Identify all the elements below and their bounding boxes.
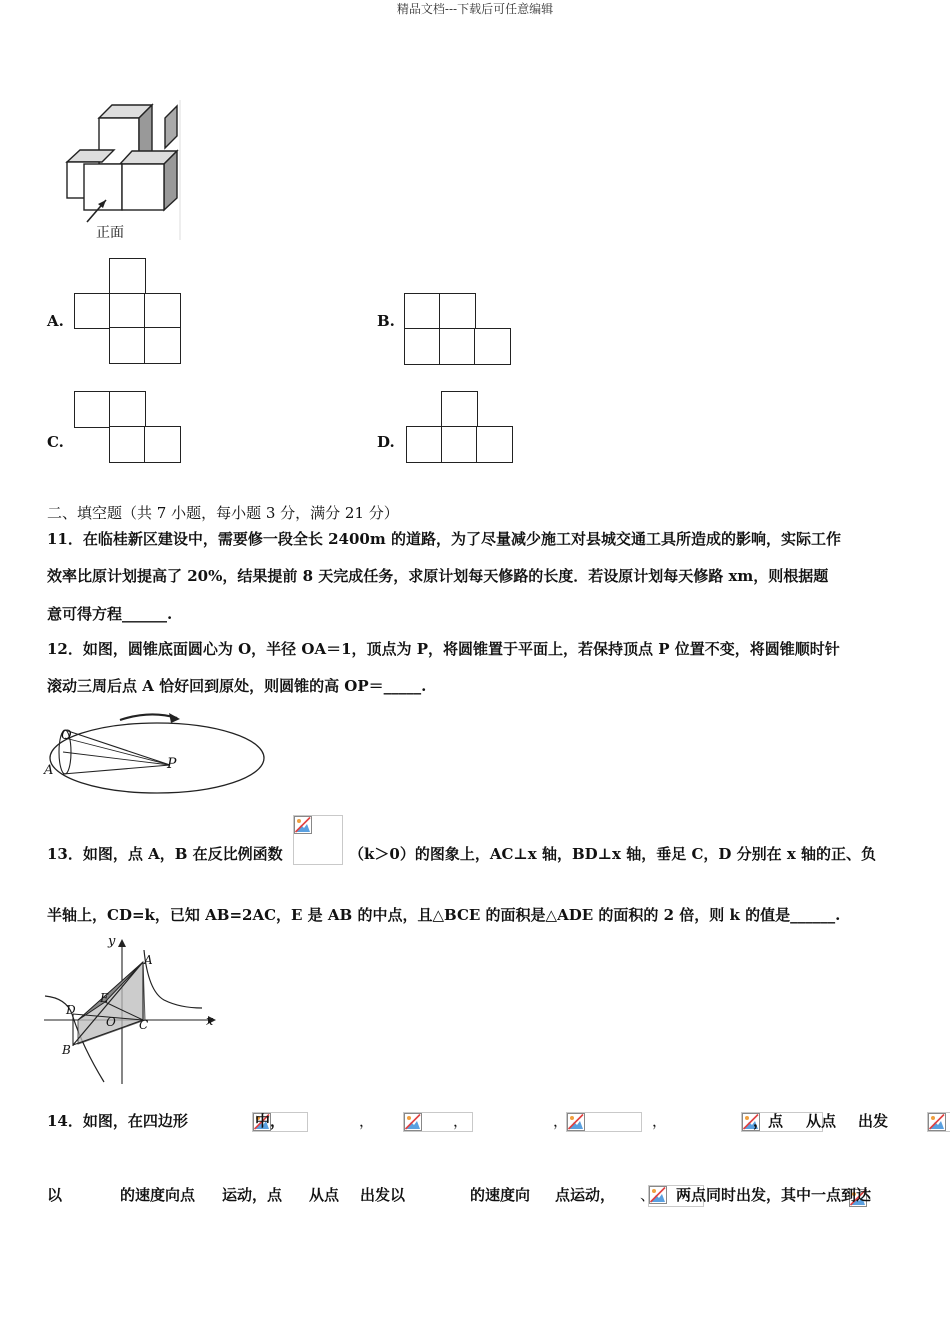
comma-1: ， [359,1112,375,1130]
q12-line2: 滚动三周后点 A 恰好回到原处，则圆锥的高 OP＝_____. [47,677,427,695]
option-d-label: D. [377,433,395,451]
q14-line1-start: 14．如图，在四边形 [47,1112,188,1130]
q14-toward-text: 的速度向点 [120,1186,196,1204]
cone-label-p: P [167,756,177,772]
cone-label-a: A [44,763,54,778]
q13-line1-start: 13．如图，点 A，B 在反比例函数 [47,845,283,863]
q11-line3: 意可得方程______. [47,605,173,623]
q14-toward-text-2: 的速度向 [470,1186,531,1204]
graph-label-e: E [100,991,109,1005]
q11-line2: 效率比原计划提高了 20%，结果提前 8 天完成任务，求原计划每天修路的长度．若设原计划每天修路 xm，则根据题 [47,567,829,585]
q12-line1: 12．如图，圆锥底面圆心为 O，半径 OA＝1，顶点为 P，将圆锥置于平面上，若保持顶点 P 位置不变，将圆锥顺时针 [47,640,840,658]
q14-point-text: ，点 [753,1112,784,1130]
graph-label-y: y [108,934,116,949]
option-d-figure [402,388,517,468]
condition-image-4 [927,1112,950,1132]
cube-solid-figure [62,100,187,245]
q14-depart-text: 出发 [858,1112,889,1130]
condition-image-2 [566,1112,642,1132]
q14-move-text: 运动，点 [222,1186,283,1204]
q14-line2-start: 以 [47,1186,63,1204]
q14-line2-end: 两点同时出发，其中一点到达 [676,1186,872,1204]
q14-in-text: 中， [255,1112,286,1130]
q14-from-text: 从点 [806,1112,837,1130]
function-image [293,815,343,865]
graph-label-c: C [139,1018,149,1032]
q13-line1-end: （k＞0）的图象上，AC⊥x 轴，BD⊥x 轴，垂足 C，D 分别在 x 轴的正、负 [349,845,877,863]
graph-label-b: B [62,1043,71,1057]
graph-label-x: x [206,1014,214,1029]
q11-line1: 11．在临桂新区建设中，需要修一段全长 2400m 的道路，为了尽量减少施工对县城交通工具所造成的影响，实际工作 [47,530,841,548]
graph-label-o: O [106,1015,116,1029]
q14-from-text-2: 从点 [309,1186,340,1204]
q14-move-text-2: 点运动， [555,1186,616,1204]
page-header: 精品文档---下载后可任意编辑 [396,2,554,16]
option-a-figure [70,256,185,368]
option-b-figure [402,290,517,370]
comma-3: ， [553,1112,569,1130]
cone-label-o: O [61,728,72,743]
q14-sep: 、 [640,1186,656,1204]
q14-depart-with-text: 出发以 [360,1186,406,1204]
section-title: 二、填空题（共 7 小题，每小题 3 分，满分 21 分） [47,504,399,522]
graph-label-d: D [66,1003,76,1017]
option-c-label: C. [47,433,64,451]
option-b-label: B. [377,312,395,330]
comma-2: ， [453,1112,469,1130]
cone-figure [42,708,272,800]
option-c-figure [70,388,185,468]
front-label: 正面 [96,225,124,241]
option-a-label: A. [47,312,64,330]
comma-4: ， [652,1112,668,1130]
q13-line2: 半轴上，CD=k，已知 AB=2AC，E 是 AB 的中点，且△BCE 的面积是△ADE 的面积的 2 倍，则 k 的值是______. [47,906,841,924]
graph-label-a: A [144,953,153,967]
